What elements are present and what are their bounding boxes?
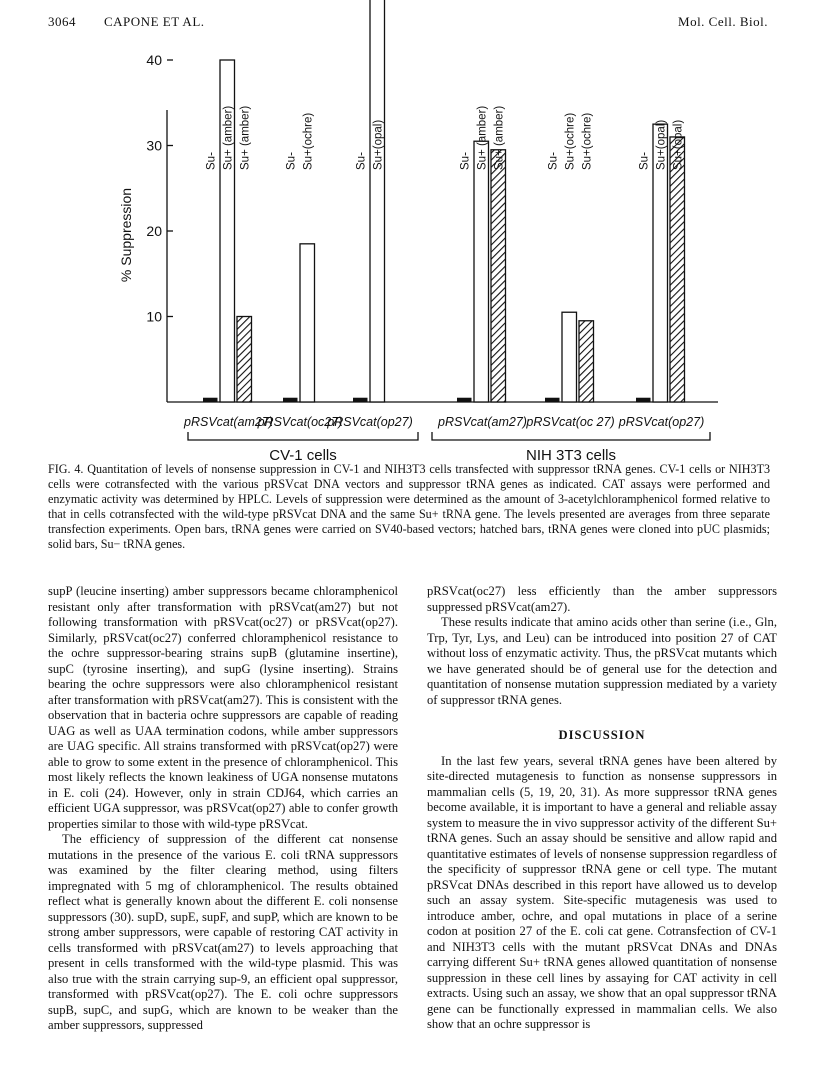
bar-tag-label: Su+(opal) [372, 119, 385, 170]
bar-open-sv40 [474, 141, 489, 402]
bar-su-minus [457, 398, 472, 402]
group-label: pRSVcat(op27) [327, 415, 413, 429]
section-heading: DISCUSSION [558, 728, 646, 742]
paragraph: pRSVcat(oc27) less efficiently than the amber suppressors suppressed pRSVcat(am27). [427, 584, 777, 614]
bar-hatched-puc [579, 321, 594, 402]
cell-line-label: NIH 3T3 cells [525, 447, 617, 462]
y-tick-label: 20 [146, 223, 162, 239]
bar-tag-label: Su+(ochre) [581, 112, 594, 170]
bar-tag-label: Su- [547, 152, 560, 170]
journal-name: Mol. Cell. Biol. [678, 14, 768, 29]
bar-tag-label: Su- [638, 152, 651, 170]
bar-tag-label: Su- [459, 152, 472, 170]
paragraph: The efficiency of suppression of the different cat nonsense mutations in the presence of the various E. coli tRNA suppressors was examined by the filter clearing method, using filters impregnated with 5 mg of chloramphenicol. The results obtained reflect what is generally known about the different E. coli nonsense suppressors (30). supD, supE, supF, and supP, which are known to be strong amber suppressors, were capable of restoring CAT activity in cells transformed with pRSVcat(am27) to levels approaching that present in cells transformed with the wild-type plasmid. This was also true with the strain carrying sup-9, an efficient opal suppressor, transformed with pRSVcat(op27). The E. coli ochre suppressors supB, supC, and supG, which are known to be weaker than the amber suppressors, suppressed [48, 832, 398, 1032]
bar-hatched-puc [237, 317, 252, 403]
bar-su-minus [545, 398, 560, 402]
figure-caption: FIG. 4. Quantitation of levels of nonsense suppression in CV-1 and NIH3T3 cells transfected with suppressor tRNA genes. CV-1 cells or NIH3T3 cells were cotransfected with the various pRSVcat DNA vectors and suppressor tRNA genes as indicated. CAT assays were performed and enzymatic activity was determined by HPLC. Levels of suppression were determined as the amount of 3-acetylchloramphenicol formed relative to that in cells cotransfected with the wild-type pRSVcat DNA and the same Su+ tRNA gene. The levels presented are averages from three separate transfection experiments. Open bars, tRNA genes were carried on SV40-based vectors; hatched bars, tRNA genes were cloned into pUC plasmids; solid bars, Su− tRNA genes. [48, 462, 770, 551]
bar-su-minus [283, 398, 298, 402]
group-label: pRSVcat(am27) [438, 415, 527, 429]
bar-open-sv40 [562, 312, 577, 402]
cell-line-label: CV-1 cells [269, 447, 337, 462]
y-tick-label: 10 [146, 308, 162, 325]
bar-hatched-puc [670, 137, 685, 402]
paragraph: supP (leucine inserting) amber suppressors became chloramphenicol resistant only after transformation with pRSVcat(am27) but not following transformation with pRSVcat(oc27) or pRSVcat(op27). Similarly, pRSVcat(oc27) conferred chloramphenicol resistance to the ochre suppressor-bearing strains supB (glutamine insertine), supC (tyrosine inserting), and supG (lysine inserting). Strains bearing the ochre suppressors were also chloramphenicol resistant after transformation with pRSVcat(am27). This is consistent with the observation that in bacteria ochre suppressors are capable of reading UAG as well as UAA termination codons, while amber suppressors are UAG specific. All strains transformed with pRSVcat(op27) were able to grow to some extent in the presence of chloramphenicol. This most likely reflects the known leakiness of UGA nonsense mutatons in E. coli (24). However, only in strain CDJ64, which carries an efficient UGA suppressor, was pRSVcat(op27) able to confer growth properties similar to those with wild-type pRSVcat. [48, 584, 398, 831]
cell-line-bracket [432, 432, 710, 440]
group-label: pRSVcat(op27) [618, 415, 705, 429]
suppression-bar-chart [0, 0, 816, 462]
page-number: 3064 [48, 14, 76, 29]
group-label: pRSVcat(am27) [184, 415, 273, 429]
y-axis-label: % Suppression [118, 187, 134, 283]
bar-tag-label: Su- [205, 152, 218, 170]
bar-open-sv40 [370, 0, 385, 402]
bar-tag-label: Su+ (amber) [493, 105, 506, 170]
bar-tag-label: Su+(ochre) [564, 112, 577, 170]
running-authors: CAPONE ET AL. [104, 14, 205, 29]
paragraph: These results indicate that amino acids other than serine (i.e., Gln, Trp, Tyr, Lys, and Leu) can be introduced into position 27 of CAT without loss of enzymatic activity. Thus, the pRSVcat mutants which we have generated should be of general use for the detection and quantitation of nonsense mutation suppression mediated by a variety of suppressor tRNA genes. [427, 615, 777, 707]
bar-su-minus [353, 398, 368, 402]
y-tick-label: 30 [146, 137, 162, 154]
bar-su-minus [203, 398, 218, 402]
bar-tag-label: Su+(opal) [672, 119, 685, 170]
bar-tag-label: Su+(opal) [655, 119, 668, 170]
y-tick-label: 40 [146, 52, 162, 68]
bar-tag-label: Su+(ochre) [302, 112, 315, 170]
group-label: pRSVcat(oc27) [257, 415, 343, 429]
bar-open-sv40 [300, 244, 315, 402]
bar-tag-label: Su- [285, 152, 298, 170]
bar-tag-label: Su+ (amber) [222, 105, 235, 170]
right-text-column [427, 584, 777, 1033]
paragraph: In the last few years, several tRNA genes have been altered by site-directed mutagenesis to function as nonsense suppressors in mammalian cells (5, 19, 20, 31). As more suppressor tRNA genes become available, it is important to have a general and reliable assay system to measure the in vivo suppressor activity of the different Su+ tRNA genes. Such an assay should be sensitive and allow rapid and quantitative estimates of levels of nonsense suppression regardless of the specificity of suppressor tRNA gene or cell type. The mutant pRSVcat DNAs described in this report have allowed us to develop such an assay system. Site-specific mutagenesis was used to introduce amber, ochre, and opal mutations in place of a serine codon at position 27 of the E. coli cat gene. Cotransfection of CV-1 and NIH3T3 cells with the mutant pRSVcat DNAs and DNAs carrying different Su+ tRNA genes allowed quantitation of nonsense suppression in these cell lines by assaying for CAT activity in cell extracts. Using such an assay, we show that an opal suppressor tRNA gene can be functionally expressed in mammalian cells. We also show that an ochre suppressor is [427, 753, 777, 1031]
bar-tag-label: Su+ (amber) [239, 105, 252, 170]
bar-tag-label: Su- [355, 152, 368, 170]
left-text-column [48, 584, 398, 1034]
bar-su-minus [636, 398, 651, 402]
bar-tag-label: Su+ (amber) [476, 105, 489, 170]
bar-hatched-puc [491, 150, 506, 402]
cell-line-bracket [188, 432, 418, 440]
group-label: pRSVcat(oc 27) [526, 415, 615, 429]
